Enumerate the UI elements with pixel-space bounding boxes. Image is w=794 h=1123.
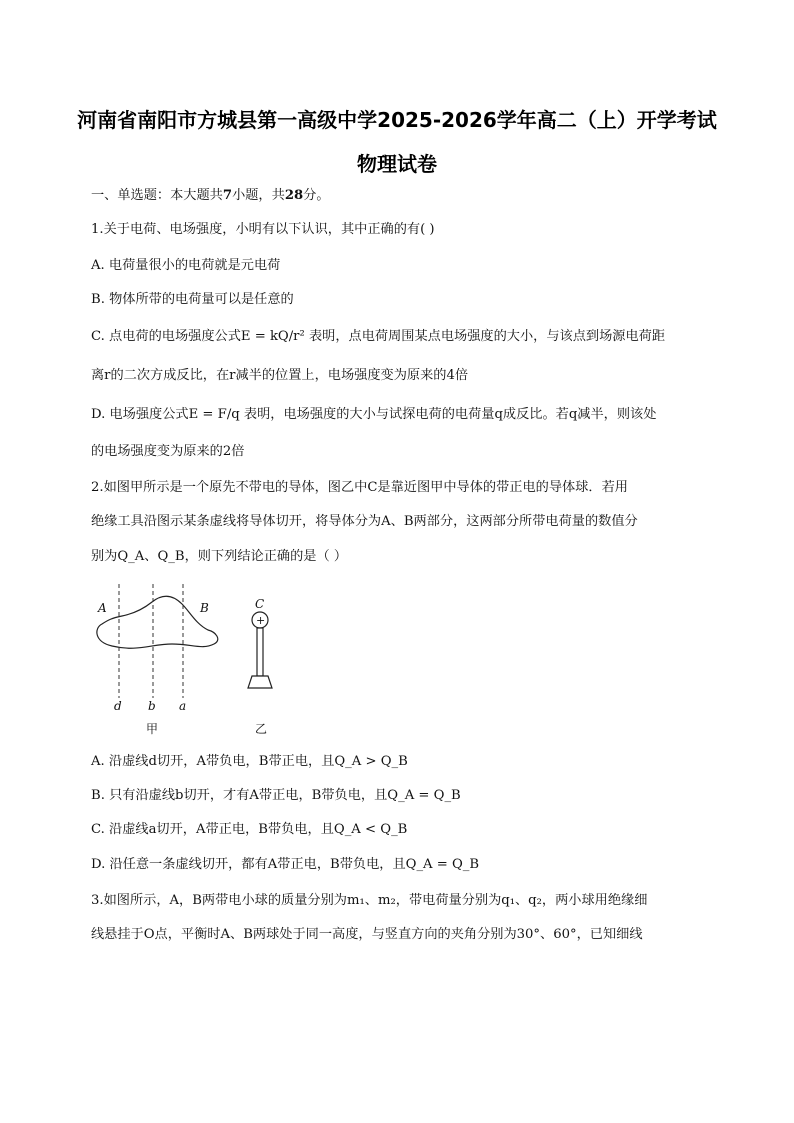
- stand-base: [248, 676, 272, 688]
- exam-subtitle: 物理试卷: [357, 152, 437, 176]
- q2-figure: [92, 584, 292, 744]
- q2-option-d: D. 沿任意一条虚线切开，都有A带正电，B带负电，且Q_A = Q_B: [91, 857, 480, 872]
- label-c: C: [255, 597, 265, 611]
- label-line-b: b: [148, 699, 156, 713]
- q3-stem-line2: 线悬挂于O点，平衡时A、B两球处于同一高度，与竖直方向的夹角分别为30°、60°，已知细线: [91, 927, 643, 942]
- q2-stem-line1: 2.如图甲所示是一个原先不带电的导体，图乙中C是靠近图甲中导体的带正电的导体球．若用: [91, 480, 628, 495]
- label-a-region: A: [98, 601, 107, 615]
- label-b-region: B: [200, 601, 209, 615]
- q1-option-c-line2: 离r的二次方成反比，在r减半的位置上，电场强度变为原来的4倍: [91, 368, 469, 383]
- q1-option-b: B. 物体所带的电荷量可以是任意的: [91, 292, 294, 307]
- q1-stem: 1.关于电荷、电场强度，小明有以下认识，其中正确的有( ): [91, 222, 435, 237]
- q2-stem-line3: 别为Q_A、Q_B，则下列结论正确的是（ ）: [91, 549, 348, 564]
- q1-option-c-line1: C. 点电荷的电场强度公式E = kQ/r² 表明，点电荷周围某点电场强度的大小，与该点到场源电荷距: [91, 329, 666, 344]
- plus-sign: +: [256, 614, 266, 627]
- q2-option-b: B. 只有沿虚线b切开，才有A带正电，B带负电，且Q_A = Q_B: [91, 788, 461, 803]
- insulating-stand: [257, 628, 263, 676]
- q1-option-a: A. 电荷量很小的电荷就是元电荷: [91, 258, 281, 273]
- exam-title: 河南省南阳市方城县第一高级中学2025-2026学年高二（上）开学考试: [77, 108, 717, 132]
- label-line-a: a: [179, 699, 187, 713]
- label-line-d: d: [114, 699, 122, 713]
- q2-option-a: A. 沿虚线d切开，A带负电，B带正电，且Q_A > Q_B: [91, 754, 408, 769]
- q1-option-d-line1: D. 电场强度公式E = F/q 表明，电场强度的大小与试探电荷的电荷量q成反比。若q减半，则该处: [91, 407, 657, 422]
- section-heading: 一、单选题：本大题共7小题，共28分。: [91, 188, 330, 203]
- q1-option-d-line2: 的电场强度变为原来的2倍: [91, 444, 245, 459]
- q2-stem-line2: 绝缘工具沿图示某条虚线将导体切开，将导体分为A、B两部分，这两部分所带电荷量的数值分: [91, 514, 638, 529]
- q2-option-c: C. 沿虚线a切开，A带正电，B带负电，且Q_A < Q_B: [91, 822, 408, 837]
- caption-yi: 乙: [255, 722, 268, 736]
- caption-jia: 甲: [146, 722, 159, 736]
- q3-stem-line1: 3.如图所示，A，B两带电小球的质量分别为m₁、m₂，带电荷量分别为q₁、q₂，两小球用绝缘细: [91, 893, 648, 908]
